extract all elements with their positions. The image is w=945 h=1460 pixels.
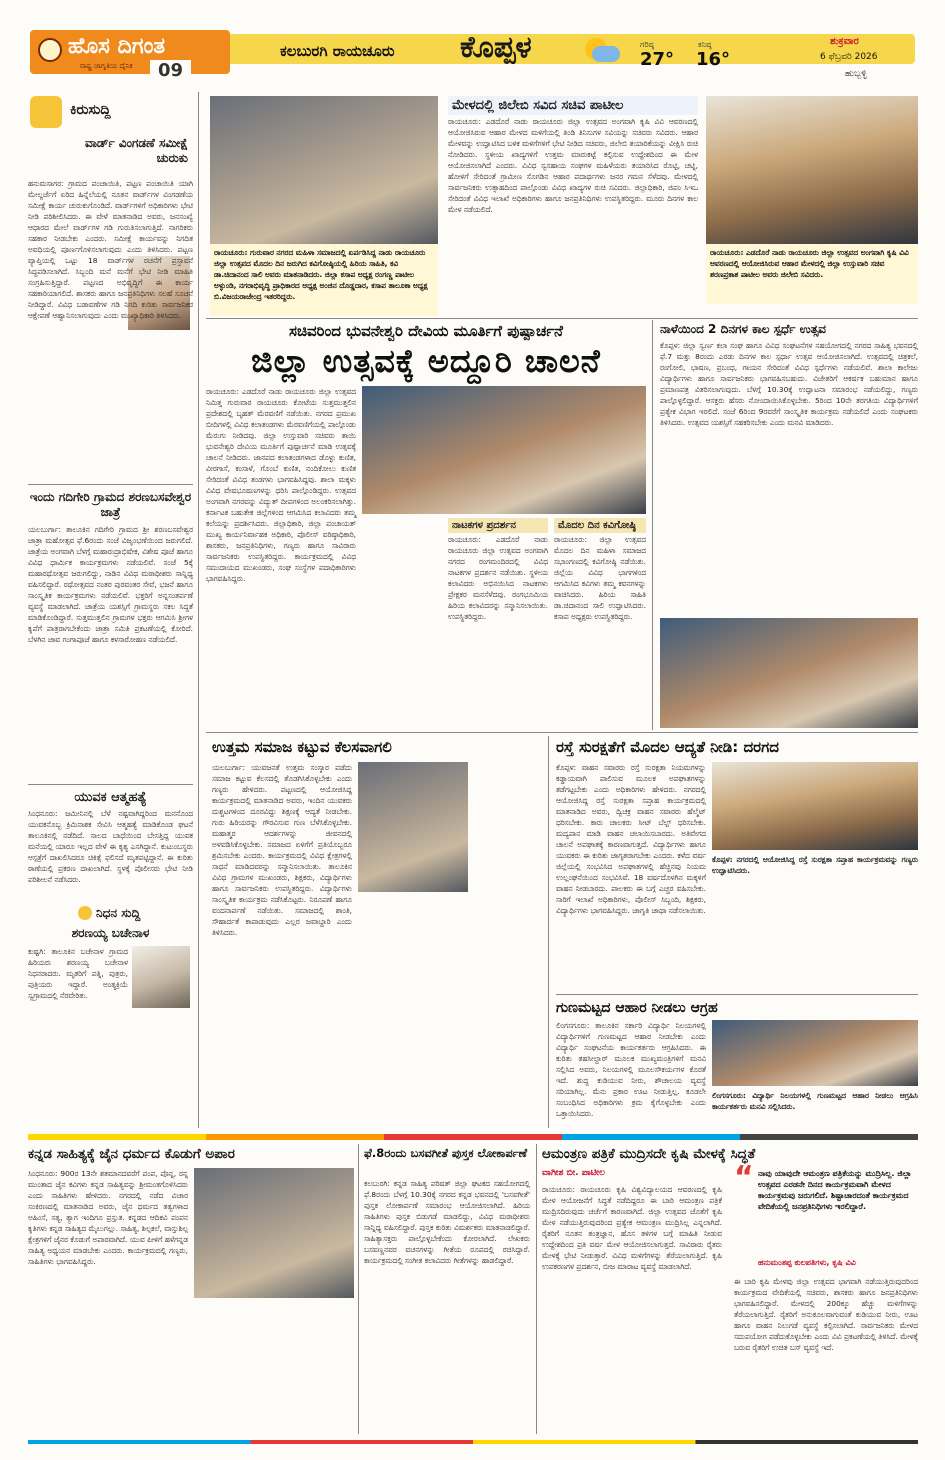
road-safety-caption: ಕೊಪ್ಪಳ: ನಗರದಲ್ಲಿ ಆಯೋಜಿಸಿದ್ದ ರಸ್ತೆ ಸುರಕ್ಷತಾ ಸಪ್ತಾಹ ಕಾರ್ಯಕ್ರಮವನ್ನು ಗಣ್ಯರು ಉದ್ಘಾಟಿಸಿದರು. <box>712 855 921 875</box>
issue-day: ಶುಕ್ರವಾರ <box>830 36 859 47</box>
logo-emblem-icon <box>38 38 62 62</box>
column-rule <box>358 1144 359 1434</box>
mid-left-body: ಯಲಬುರ್ಗಾ: ಯುವಜನತೆ ಉತ್ತಮ ಸಂಸ್ಕಾರ ಪಡೆದು ಸಮಾಜ ಕಟ್ಟುವ ಕೆಲಸದಲ್ಲಿ ತೊಡಗಿಸಿಕೊಳ್ಳಬೇಕು ಎಂದು ಗಣ್ಯರು ಹೇಳಿದರು. ಪಟ್ಟಣದಲ್ಲಿ ಆಯೋಜಿಸಿದ್ದ ಕಾರ್ಯಕ್ರಮದಲ್ಲಿ ಮಾತನಾಡಿದ ಅವರು, ಇಂದಿನ ಯುವಕರು ದುಶ್ಚಟಗಳಿಂದ ದೂರವಿದ್ದು ಶಿಕ್ಷಣಕ್ಕೆ ಆದ್ಯತೆ ನೀಡಬೇಕು. ಗುರು ಹಿರಿಯರನ್ನು ಗೌರವಿಸುವ ಗುಣ ಬೆಳೆಸಿಕೊಳ್ಳಬೇಕು. ಮಹಾತ್ಮರ ಆದರ್ಶಗಳನ್ನು ಜೀವನದಲ್ಲಿ ಅಳವಡಿಸಿಕೊಳ್ಳಬೇಕು. ಸಮಾಜದ ಏಳಿಗೆಗೆ ಪ್ರತಿಯೊಬ್ಬರೂ ಶ್ರಮಿಸಬೇಕು ಎಂದರು. ಕಾರ್ಯಕ್ರಮದಲ್ಲಿ ವಿವಿಧ ಕ್ಷೇತ್ರಗಳಲ್ಲಿ ಸಾಧನೆ ಮಾಡಿದವರನ್ನು ಸನ್ಮಾನಿಸಲಾಯಿತು. ತಾಲೂಕಿನ ವಿವಿಧ ಗ್ರಾಮಗಳ ಮುಖಂಡರು, ಶಿಕ್ಷಕರು, ವಿದ್ಯಾರ್ಥಿಗಳು ಹಾಗೂ ಸಾರ್ವಜನಿಕರು ಉಪಸ್ಥಿತರಿದ್ದರು. ವಿದ್ಯಾರ್ಥಿಗಳು ಸಾಂಸ್ಕೃತಿಕ ಕಾರ್ಯಕ್ರಮ ನಡೆಸಿಕೊಟ್ಟರು. ನಿರೂಪಣೆ ಹಾಗೂ ವಂದನಾರ್ಪಣೆ ನಡೆಯಿತು. ಸಮಾಜದಲ್ಲಿ ಶಾಂತಿ, ಸೌಹಾರ್ದತೆ ಕಾಪಾಡುವುದು ಎಲ್ಲರ ಜವಾಬ್ದಾರಿ ಎಂದು ತಿಳಿಸಿದರು. <box>212 763 355 937</box>
temp-min-label: ಕನಿಷ್ಠ <box>698 40 712 49</box>
paper-name: ಹೊಸ ದಿಗಂತ <box>68 34 166 59</box>
divider <box>206 732 918 733</box>
lead-headline: ಜಿಲ್ಲಾ ಉತ್ಸವಕ್ಕೆ ಅದ್ದೂರಿ ಚಾಲನೆ <box>251 342 601 380</box>
food-quality-photo <box>712 1020 918 1086</box>
sub1-body: ರಾಯಚೂರು: ಎಡದೊರೆ ನಾಡು ರಾಯಚೂರು ಜಿಲ್ಲಾ ಉತ್ಸವದ ಅಂಗವಾಗಿ ನಗರದ ರಂಗಮಂದಿರದಲ್ಲಿ ವಿವಿಧ ನಾಟಕಗಳ ಪ್ರದರ್ಶನ ನಡೆಯಿತು. ಸ್ಥಳೀಯ ಕಲಾವಿದರು ಅಭಿನಯಿಸಿದ ನಾಟಕಗಳು ಪ್ರೇಕ್ಷಕರ ಮನಸೆಳೆದವು. ರಂಗಭೂಮಿಯ ಹಿರಿಯ ಕಲಾವಿದರನ್ನು ಸನ್ಮಾನಿಸಲಾಯಿತು. ಉಪಸ್ಥಿತರಿದ್ದರು. <box>448 535 551 621</box>
photo-food-mela <box>706 96 918 244</box>
obit-name: ಶರಣಯ್ಯ ಬಚೇನಾಳ <box>71 926 150 940</box>
bottom-color-bar <box>28 1134 918 1140</box>
food-quality-headline: ಗುಣಮಟ್ಟದ ಆಹಾರ ನೀಡಲು ಆಗ್ರಹ <box>556 1000 718 1016</box>
divider <box>28 784 193 785</box>
quote-mark-icon: “ <box>734 1160 754 1195</box>
column-rule <box>548 736 549 1128</box>
hand-icon <box>30 96 62 128</box>
right-top-body: ಕೊಪ್ಪಳ: ಜಿಲ್ಲಾ ಸ್ವರ್ಣ ಕಲಾ ಸಂಘ ಹಾಗೂ ವಿವಿಧ ಸಂಘಟನೆಗಳ ಸಹಯೋಗದಲ್ಲಿ ನಗರದ ಸಾಹಿತ್ಯ ಭವನದಲ್ಲಿ ಫೆ.7 ಮತ್ತು 8ರಂದು ಎರಡು ದಿನಗಳ ಕಾಲ ಸ್ಪರ್ಧಾ ಉತ್ಸವ ಆಯೋಜಿಸಲಾಗಿದೆ. ಉತ್ಸವದಲ್ಲಿ ಚಿತ್ರಕಲೆ, ರಂಗೋಲಿ, ಭಾಷಣ, ಪ್ರಬಂಧ, ಗಾಯನ ಸೇರಿದಂತೆ ವಿವಿಧ ಸ್ಪರ್ಧೆಗಳು ನಡೆಯಲಿವೆ. ಶಾಲಾ ಕಾಲೇಜು ವಿದ್ಯಾರ್ಥಿಗಳು ಹಾಗೂ ಸಾರ್ವಜನಿಕರು ಭಾಗವಹಿಸಬಹುದು. ವಿಜೇತರಿಗೆ ಆಕರ್ಷಕ ಬಹುಮಾನ ಹಾಗೂ ಪ್ರಮಾಣಪತ್ರ ವಿತರಿಸಲಾಗುವುದು. ಬೆಳಗ್ಗೆ 10.30ಕ್ಕೆ ಉದ್ಘಾಟನಾ ಸಮಾರಂಭ ನಡೆಯಲಿದ್ದು, ಗಣ್ಯರು ಪಾಲ್ಗೊಳ್ಳಲಿದ್ದಾರೆ. ಆಸಕ್ತರು ಹೆಸರು ನೋಂದಾಯಿಸಿಕೊಳ್ಳಬೇಕು. 5ರಿಂದ 10ನೇ ತರಗತಿಯ ವಿದ್ಯಾರ್ಥಿಗಳಿಗೆ ಪ್ರತ್ಯೇಕ ವಿಭಾಗ ಇರಲಿದೆ. ಸಂಜೆ 6ರಿಂದ 9ರವರೆಗೆ ಸಾಂಸ್ಕೃತಿಕ ಕಾರ್ಯಕ್ರಮ ನಡೆಯಲಿದೆ ಎಂದು ಸಂಘಟಕರು ತಿಳಿಸಿದರು. ಉತ್ಸವದ ಯಶಸ್ಸಿಗೆ ಸಹಕರಿಸಬೇಕು ಎಂದು ಮನವಿ ಮಾಡಿದರು. <box>660 341 921 427</box>
kirusuddi-header <box>28 92 193 134</box>
road-safety-photo <box>712 762 918 850</box>
bottom-quote-source: ಹನುಮಂತಪ್ಪ ಕುಲಪತಿಗಳು, ಕೃಷಿ ವಿವಿ <box>758 1258 856 1267</box>
lamp-icon <box>78 906 92 920</box>
brief2-headline: ಇಂದು ಗದಿಗೇರಿ ಗ್ರಾಮದ ಶರಣಬಸವೇಶ್ವರ ಜಾತ್ರೆ <box>29 490 192 519</box>
issue-date: 6 ಫೆಬ್ರವರಿ 2026 <box>820 52 878 62</box>
masthead <box>0 0 945 86</box>
bottom-quote: ನಾವು ಯಾವುದೇ ಆಮಂತ್ರಣ ಪತ್ರಿಕೆಯನ್ನು ಮುದ್ರಿಸಿಲ್ಲ. ಜಿಲ್ಲಾ ಉತ್ಸವದ ಎರಡನೇ ದಿನದ ಕಾರ್ಯಕ್ರಮವಾಗಿ ಮೇಳದ ಕಾರ್ಯಕ್ರಮವು ಜರುಗಲಿದೆ. ಶಿಷ್ಟಾಚಾರದಂತೆ ಕಾರ್ಯಕ್ರಮದ ವೇದಿಕೆಯಲ್ಲಿ ಜನಪ್ರತಿನಿಧಿಗಳು ಇರಲಿದ್ದಾರೆ. <box>758 1169 912 1211</box>
brief2-body: ಯಲಬುರ್ಗಾ: ತಾಲೂಕಿನ ಗದಿಗೇರಿ ಗ್ರಾಮದ ಶ್ರೀ ಶರಣಬಸವೇಶ್ವರ ಜಾತ್ರಾ ಮಹೋತ್ಸವ ಫೆ.6ರಂದು ಸಂಜೆ ವಿಜೃಂಭಣೆಯಿಂದ ಜರುಗಲಿದೆ. ಜಾತ್ರೆಯ ಅಂಗವಾಗಿ ಬೆಳಗ್ಗೆ ಮಹಾರುದ್ರಾಭಿಷೇಕ, ವಿಶೇಷ ಪೂಜೆ ಹಾಗೂ ವಿವಿಧ ಧಾರ್ಮಿಕ ಕಾರ್ಯಕ್ರಮಗಳು ನಡೆಯಲಿವೆ. ಸಂಜೆ 5ಕ್ಕೆ ಮಹಾರಥೋತ್ಸವ ಜರುಗಲಿದ್ದು, ನಾಡಿನ ವಿವಿಧ ಮಠಾಧೀಶರು ಸಾನ್ನಿಧ್ಯ ವಹಿಸಲಿದ್ದಾರೆ. ರಥೋತ್ಸವದ ನಂತರ ಪುರವಂತರ ಸೇವೆ, ಭಜನೆ ಹಾಗೂ ಸಾಂಸ್ಕೃತಿಕ ಕಾರ್ಯಕ್ರಮಗಳು ನಡೆಯಲಿವೆ. ಭಕ್ತರಿಗೆ ಅನ್ನಸಂತರ್ಪಣೆ ವ್ಯವಸ್ಥೆ ಮಾಡಲಾಗಿದೆ. ಜಾತ್ರೆಯ ಯಶಸ್ಸಿಗೆ ಗ್ರಾಮಸ್ಥರು ಸಕಲ ಸಿದ್ಧತೆ ಮಾಡಿಕೊಂಡಿದ್ದಾರೆ. ಸುತ್ತಮುತ್ತಲಿನ ಗ್ರಾಮಗಳ ಭಕ್ತರು ಆಗಮಿಸಿ ಶ್ರೀಗಳ ಕೃಪೆಗೆ ಪಾತ್ರರಾಗಬೇಕೆಂದು ಜಾತ್ರಾ ಸಮಿತಿ ಪ್ರಕಟಣೆಯಲ್ಲಿ ಕೋರಿದೆ. ಬೆಳಗಿನ ಜಾವ ಗಂಗಾಪೂಜೆ ಹಾಗೂ ಕಳಸಾರೋಹಣ ನಡೆಯಲಿದೆ. <box>28 525 196 644</box>
lead-photo <box>362 386 646 514</box>
divider <box>556 994 918 995</box>
bottom-col4-body: ಈ ಬಾರಿ ಕೃಷಿ ಮೇಳವು ಜಿಲ್ಲಾ ಉತ್ಸವದ ಭಾಗವಾಗಿ ನಡೆಯುತ್ತಿರುವುದರಿಂದ ಕಾರ್ಯಕ್ರಮದ ವೇದಿಕೆಯಲ್ಲಿ ಸಚಿವರು, ಶಾಸಕರು ಹಾಗೂ ಜನಪ್ರತಿನಿಧಿಗಳು ಭಾಗವಹಿಸಲಿದ್ದಾರೆ. ಮೇಳದಲ್ಲಿ 200ಕ್ಕೂ ಹೆಚ್ಚು ಮಳಿಗೆಗಳನ್ನು ತೆರೆಯಲಾಗುತ್ತಿದೆ. ರೈತರಿಗೆ ಅನುಕೂಲವಾಗುವಂತೆ ಕುಡಿಯುವ ನೀರು, ಊಟ ಹಾಗೂ ವಾಹನ ನಿಲುಗಡೆ ವ್ಯವಸ್ಥೆ ಕಲ್ಪಿಸಲಾಗಿದೆ. ಸಾರ್ವಜನಿಕರು ಮೇಳದ ಸದುಪಯೋಗ ಪಡೆದುಕೊಳ್ಳಬೇಕು ಎಂದು ವಿವಿ ಪ್ರಕಟಣೆಯಲ್ಲಿ ತಿಳಿಸಿದೆ. ಮೇಳಕ್ಕೆ ಬರುವ ರೈತರಿಗೆ ಉಚಿತ ಬಸ್ ವ್ಯವಸ್ಥೆ ಇದೆ. <box>734 1277 921 1352</box>
footer-color-bar <box>28 1440 918 1444</box>
brief3-body: ಸಿಂಧನೂರು: ಜಮೀನಿನಲ್ಲಿ ಬೆಳೆ ನಷ್ಟವಾಗಿದ್ದರಿಂದ ಮನನೊಂದ ಯುವಕನೊಬ್ಬ ಕ್ರಿಮಿನಾಶಕ ಸೇವಿಸಿ ಆತ್ಮಹತ್ಯೆ ಮಾಡಿಕೊಂಡ ಘಟನೆ ತಾಲೂಕಿನಲ್ಲಿ ನಡೆದಿದೆ. ಸಾಲದ ಬಾಧೆಯಿಂದ ಬೇಸತ್ತಿದ್ದ ಯುವಕ ಮನೆಯಲ್ಲಿ ಯಾರೂ ಇಲ್ಲದ ವೇಳೆ ಈ ಕೃತ್ಯ ಎಸಗಿದ್ದಾನೆ. ಕುಟುಂಬಸ್ಥರು ಆಸ್ಪತ್ರೆಗೆ ದಾಖಲಿಸಿದರೂ ಚಿಕಿತ್ಸೆ ಫಲಿಸದೆ ಮೃತಪಟ್ಟಿದ್ದಾನೆ. ಈ ಕುರಿತು ಠಾಣೆಯಲ್ಲಿ ಪ್ರಕರಣ ದಾಖಲಾಗಿದೆ. ಸ್ಥಳಕ್ಕೆ ಪೊಲೀಸರು ಭೇಟಿ ನೀಡಿ ಪರಿಶೀಲನೆ ನಡೆಸಿದರು. <box>28 809 196 884</box>
page-number: 09 <box>150 60 191 81</box>
region-labels: ಕಲಬುರಗಿ ರಾಯಚೂರು <box>280 42 395 60</box>
obit-body: ಕುಷ್ಟಗಿ: ತಾಲೂಕಿನ ಬಚೇನಾಳ ಗ್ರಾಮದ ಹಿರಿಯರು ಶರಣಯ್ಯ ಬಚೇನಾಳ ನಿಧನರಾದರು. ಮೃತರಿಗೆ ಪತ್ನಿ, ಪುತ್ರರು, ಪುತ್ರಿಯರು ಇದ್ದಾರೆ. ಅಂತ್ಯಕ್ರಿಯೆ ಸ್ವಗ್ರಾಮದಲ್ಲಿ ನೆರವೇರಿತು. <box>28 947 131 1000</box>
story-jilebi-body: ರಾಯಚೂರು: ಎಡದೊರೆ ನಾಡು ರಾಯಚೂರು ಜಿಲ್ಲಾ ಉತ್ಸವದ ಅಂಗವಾಗಿ ಕೃಷಿ ವಿವಿ ಆವರಣದಲ್ಲಿ ಆಯೋಜಿಸಿರುವ ಆಹಾರ ಮೇಳದ ಮಳಿಗೆಯಲ್ಲಿ ತಿಂಡಿ ತಿನಿಸುಗಳ ಸವಿಯನ್ನು ಸಚಿವರು ಸವಿದರು. ಆಹಾರ ಮೇಳವನ್ನು ಉದ್ಘಾಟಿಸಿದ ಬಳಿಕ ಮಳಿಗೆಗಳಿಗೆ ಭೇಟಿ ನೀಡಿದ ಸಚಿವರು, ಜಿಲೇಬಿ ತಯಾರಿಕೆಯನ್ನು ವೀಕ್ಷಿಸಿ ರುಚಿ ನೋಡಿದರು. ಸ್ಥಳೀಯ ಖಾದ್ಯಗಳಿಗೆ ಉತ್ತಮ ಮಾರುಕಟ್ಟೆ ಕಲ್ಪಿಸುವ ಉದ್ದೇಶದಿಂದ ಈ ಮೇಳ ಆಯೋಜಿಸಲಾಗಿದೆ ಎಂದರು. ವಿವಿಧ ಸ್ವಸಹಾಯ ಸಂಘಗಳ ಮಹಿಳೆಯರು ತಯಾರಿಸಿದ ರೊಟ್ಟಿ, ಚಟ್ನಿ, ಹೋಳಿಗೆ ಸೇರಿದಂತೆ ಗ್ರಾಮೀಣ ಸೊಗಡಿನ ಆಹಾರ ಪದಾರ್ಥಗಳು ಜನರ ಗಮನ ಸೆಳೆದವು. ಮೇಳದಲ್ಲಿ ಸಾರ್ವಜನಿಕರು ಉತ್ಸಾಹದಿಂದ ಪಾಲ್ಗೊಂಡು ವಿವಿಧ ಖಾದ್ಯಗಳ ರುಚಿ ಸವಿದರು. ಜಿಲ್ಲಾಧಿಕಾರಿ, ಜಿಪಂ ಸಿಇಒ ಸೇರಿದಂತೆ ವಿವಿಧ ಇಲಾಖೆ ಅಧಿಕಾರಿಗಳು ಹಾಗೂ ಜನಪ್ರತಿನಿಧಿಗಳು ಉಪಸ್ಥಿತರಿದ್ದರು. ಮೂರು ದಿನಗಳ ಕಾಲ ಮೇಳ ನಡೆಯಲಿದೆ. <box>448 117 701 214</box>
road-safety-headline: ರಸ್ತೆ ಸುರಕ್ಷತೆಗೆ ಮೊದಲ ಆದ್ಯತೆ ನೀಡಿ: ದರಗದ <box>556 738 779 756</box>
lead-kicker: ಸಚಿವರಿಂದ ಭುವನೇಶ್ವರಿ ದೇವಿಯ ಮೂರ್ತಿಗೆ ಪುಷ್ಪಾರ್ಚನೆ <box>289 322 563 340</box>
road-safety-body: ಕೊಪ್ಪಳ: ವಾಹನ ಸವಾರರು ರಸ್ತೆ ಸುರಕ್ಷತಾ ನಿಯಮಗಳನ್ನು ಕಡ್ಡಾಯವಾಗಿ ಪಾಲಿಸುವ ಮೂಲಕ ಅಪಘಾತಗಳನ್ನು ತಡೆಗಟ್ಟಬೇಕು ಎಂದು ಅಧಿಕಾರಿಗಳು ಹೇಳಿದರು. ನಗರದಲ್ಲಿ ಆಯೋಜಿಸಿದ್ದ ರಸ್ತೆ ಸುರಕ್ಷತಾ ಸಪ್ತಾಹ ಕಾರ್ಯಕ್ರಮದಲ್ಲಿ ಮಾತನಾಡಿದ ಅವರು, ದ್ವಿಚಕ್ರ ವಾಹನ ಸವಾರರು ಹೆಲ್ಮೆಟ್ ಧರಿಸಬೇಕು. ಕಾರು ಚಾಲಕರು ಸೀಟ್ ಬೆಲ್ಟ್ ಧರಿಸಬೇಕು. ಮದ್ಯಪಾನ ಮಾಡಿ ವಾಹನ ಚಲಾಯಿಸಬಾರದು. ಅತಿವೇಗದ ಚಾಲನೆ ಅಪಘಾತಕ್ಕೆ ಕಾರಣವಾಗುತ್ತದೆ. ವಿದ್ಯಾರ್ಥಿಗಳು ಹಾಗೂ ಯುವಕರು ಈ ಕುರಿತು ಜಾಗೃತರಾಗಬೇಕು ಎಂದರು. ಕಳೆದ ವರ್ಷ ಜಿಲ್ಲೆಯಲ್ಲಿ ಸಂಭವಿಸಿದ ಅಪಘಾತಗಳಲ್ಲಿ ಹೆಚ್ಚಿನವು ನಿಯಮ ಉಲ್ಲಂಘನೆಯಿಂದ ಸಂಭವಿಸಿವೆ. 18 ವರ್ಷದೊಳಗಿನ ಮಕ್ಕಳಿಗೆ ವಾಹನ ನೀಡಬಾರದು. ಪಾಲಕರು ಈ ಬಗ್ಗೆ ಎಚ್ಚರ ವಹಿಸಬೇಕು. ಸಾರಿಗೆ ಇಲಾಖೆ ಅಧಿಕಾರಿಗಳು, ಪೊಲೀಸ್ ಸಿಬ್ಬಂದಿ, ಶಿಕ್ಷಕರು, ವಿದ್ಯಾರ್ಥಿಗಳು ಭಾಗವಹಿಸಿದ್ದರು. ಜಾಗೃತಿ ಜಾಥಾ ನಡೆಸಲಾಯಿತು. <box>556 763 709 915</box>
food-quality-caption: ಲಿಂಗಸಗೂರು: ವಿದ್ಯಾರ್ಥಿ ನಿಲಯಗಳಲ್ಲಿ ಗುಣಮಟ್ಟದ ಆಹಾರ ನೀಡಲು ಆಗ್ರಹಿಸಿ ಕಾರ್ಯಕರ್ತರು ಮನವಿ ಸಲ್ಲಿಸಿದರು. <box>712 1091 921 1111</box>
column-rule <box>198 92 199 1128</box>
paper-tagline: ರಾಷ್ಟ್ರ ಜಾಗೃತಿಯ ದೈನಿಕ <box>80 62 133 70</box>
photo-food-mela-caption: ರಾಯಚೂರು: ಎಡದೊರೆ ನಾಡು ರಾಯಚೂರು ಜಿಲ್ಲಾ ಉತ್ಸವದ ಅಂಗವಾಗಿ ಕೃಷಿ ವಿವಿ ಆವರಣದಲ್ಲಿ ಆಯೋಜಿಸಿರುವ ಆಹಾರ ಮೇಳದಲ್ಲಿ ಜಿಲ್ಲಾ ಉಸ್ತುವಾರಿ ಸಚಿವ ಶರಣಪ್ರಕಾಶ ಪಾಟೀಲ ಅವರು ಜಿಲೇಬಿ ಸವಿದರು. <box>706 244 918 304</box>
divider <box>206 318 918 319</box>
photo-kavigoshti <box>210 96 438 244</box>
sub2-title: ಮೊದಲ ದಿನ ಕವಿಗೋಷ್ಠಿ <box>554 518 646 533</box>
bottom-col1-headline: ಕನ್ನಡ ಸಾಹಿತ್ಯಕ್ಕೆ ಜೈನ ಧರ್ಮದ ಕೊಡುಗೆ ಅಪಾರ <box>28 1146 235 1162</box>
section-title: ಕಿರುಸುದ್ದಿ <box>70 102 111 118</box>
bottom-col3-byline: ವಾಗೀಶ ಬೀ. ಪಾಟೀಲ <box>542 1168 605 1178</box>
weather-cloud-icon <box>592 46 620 62</box>
bottom-col1-photo <box>194 1168 354 1298</box>
divider <box>28 484 193 485</box>
mid-left-headline: ಉತ್ತಮ ಸಮಾಜ ಕಟ್ಟುವ ಕೆಲಸವಾಗಲಿ <box>212 738 392 756</box>
food-quality-body: ಲಿಂಗಸಗೂರು: ತಾಲೂಕಿನ ಸರ್ಕಾರಿ ವಿದ್ಯಾರ್ಥಿ ನಿಲಯಗಳಲ್ಲಿ ವಿದ್ಯಾರ್ಥಿಗಳಿಗೆ ಗುಣಮಟ್ಟದ ಆಹಾರ ನೀಡಬೇಕು ಎಂದು ವಿದ್ಯಾರ್ಥಿ ಸಂಘಟನೆಯ ಕಾರ್ಯಕರ್ತರು ಆಗ್ರಹಿಸಿದರು. ಈ ಕುರಿತು ತಹಸೀಲ್ದಾರ್ ಮೂಲಕ ಮುಖ್ಯಮಂತ್ರಿಗಳಿಗೆ ಮನವಿ ಸಲ್ಲಿಸಿದ ಅವರು, ನಿಲಯಗಳಲ್ಲಿ ಮೂಲಸೌಕರ್ಯಗಳ ಕೊರತೆ ಇದೆ. ಶುದ್ಧ ಕುಡಿಯುವ ನೀರು, ಶೌಚಾಲಯ ವ್ಯವಸ್ಥೆ ಸರಿಯಾಗಿಲ್ಲ. ಮೆನು ಪ್ರಕಾರ ಊಟ ನೀಡುತ್ತಿಲ್ಲ. ಕೂಡಲೇ ಸಂಬಂಧಿಸಿದ ಅಧಿಕಾರಿಗಳು ಕ್ರಮ ಕೈಗೊಳ್ಳಬೇಕು ಎಂದು ಒತ್ತಾಯಿಸಿದರು. <box>556 1021 709 1118</box>
bottom-col2-body: ಕಲಬುರಗಿ: ಕನ್ನಡ ಸಾಹಿತ್ಯ ಪರಿಷತ್ ಜಿಲ್ಲಾ ಘಟಕದ ಸಹಯೋಗದಲ್ಲಿ ಫೆ.8ರಂದು ಬೆಳಗ್ಗೆ 10.30ಕ್ಕೆ ನಗರದ ಕನ್ನಡ ಭವನದಲ್ಲಿ 'ಬಸವಗೀತೆ' ಪುಸ್ತಕ ಲೋಕಾರ್ಪಣೆ ಸಮಾರಂಭ ಆಯೋಜಿಸಲಾಗಿದೆ. ಹಿರಿಯ ಸಾಹಿತಿಗಳು ಪುಸ್ತಕ ಬಿಡುಗಡೆ ಮಾಡಲಿದ್ದು, ವಿವಿಧ ಮಠಾಧೀಶರು ಸಾನ್ನಿಧ್ಯ ವಹಿಸಲಿದ್ದಾರೆ. ಪುಸ್ತಕ ಕುರಿತು ವಿಮರ್ಶಕರು ಮಾತನಾಡಲಿದ್ದಾರೆ. ಸಾಹಿತ್ಯಾಸಕ್ತರು ಪಾಲ್ಗೊಳ್ಳಬೇಕೆಂದು ಕೋರಲಾಗಿದೆ. ಲೇಖಕರು ಬಸವಣ್ಣನವರ ವಚನಗಳನ್ನು ಗೀತೆಯ ರೂಪದಲ್ಲಿ ರಚಿಸಿದ್ದಾರೆ. ಕಾರ್ಯಕ್ರಮದಲ್ಲಿ ಸಂಗೀತ ಕಲಾವಿದರು ಗೀತೆಗಳನ್ನು ಹಾಡಲಿದ್ದಾರೆ. <box>364 1179 533 1265</box>
brief1-body: ಹನುಮಸಾಗರ: ಗ್ರಾಮದ ಪಂಚಾಯಿತಿ, ಪಟ್ಟಣ ಪಂಚಾಯಿತಿ ಯಾಗಿ ಮೇಲ್ದರ್ಜೆಗೆ ಏರಿದ ಹಿನ್ನೆಲೆಯಲ್ಲಿ ನೂತನ ವಾರ್ಡ್‌ಗಳ ವಿಂಗಡಣೆಯ ಸಮೀಕ್ಷೆ ಕಾರ್ಯ ಚುರುಕುಗೊಂಡಿದೆ. ವಾರ್ಡ್‌ಗಳಿಗೆ ಅಧಿಕಾರಿಗಳು ಭೇಟಿ ನೀಡಿ ಪರಿಶೀಲಿಸಿದರು. ಈ ವೇಳೆ ಮಾತನಾಡಿದ ಅವರು, ಜನಸಂಖ್ಯೆ ಆಧಾರದ ಮೇಲೆ ವಾರ್ಡ್‌ಗಳ ಗಡಿ ಗುರುತಿಸಲಾಗುತ್ತಿದೆ. ನಾಗರಿಕರು ಸಹಕಾರ ನೀಡಬೇಕು ಎಂದರು. ಸಮೀಕ್ಷೆ ಕಾರ್ಯವನ್ನು ನಿಗದಿತ ಅವಧಿಯಲ್ಲಿ ಪೂರ್ಣಗೊಳಿಸಲಾಗುವುದು ಎಂದು ತಿಳಿಸಿದರು. ಪಟ್ಟಣ ವ್ಯಾಪ್ತಿಯಲ್ಲಿ ಒಟ್ಟು 18 ವಾರ್ಡ್‌ಗಳ ರಚನೆಗೆ ಪ್ರಸ್ತಾವನೆ ಸಿದ್ಧಪಡಿಸಲಾಗಿದೆ. ಸಿಬ್ಬಂದಿ ಮನೆ ಮನೆಗೆ ಭೇಟಿ ನೀಡಿ ಮಾಹಿತಿ ಸಂಗ್ರಹಿಸುತ್ತಿದ್ದಾರೆ. ಪಟ್ಟಣದ ಅಭಿವೃದ್ಧಿಗೆ ಈ ಕಾರ್ಯ ಸಹಕಾರಿಯಾಗಲಿದೆ. ಶಾಸಕರು ಹಾಗೂ ಜನಪ್ರತಿನಿಧಿಗಳು ಸಲಹೆ ಸೂಚನೆ ನೀಡಿದ್ದಾರೆ. ವಿವಿಧ ಬಡಾವಣೆಗಳ ಗಡಿ ನಿಗದಿ ಕುರಿತು ಸಾರ್ವಜನಿಕರ ಆಕ್ಷೇಪಣೆ ಆಹ್ವಾನಿಸಲಾಗುವುದು ಎಂದು ಮುಖ್ಯಾಧಿಕಾರಿ ತಿಳಿಸಿದರು. <box>28 179 196 320</box>
column-rule <box>536 1144 537 1434</box>
obit-photo <box>132 946 190 1008</box>
right-top-photo <box>660 618 918 728</box>
bottom-col2-headline: ಫೆ.8ರಂದು ಬಸವಗೀತೆ ಪುಸ್ತಕ ಲೋಕಾರ್ಪಣೆ <box>364 1146 528 1160</box>
sub2-body: ರಾಯಚೂರು: ಜಿಲ್ಲಾ ಉತ್ಸವದ ಮೊದಲ ದಿನ ಮಹಿಳಾ ಸಮಾಜದ ಸಭಾಂಗಣದಲ್ಲಿ ಕವಿಗೋಷ್ಠಿ ನಡೆಯಿತು. ಜಿಲ್ಲೆಯ ವಿವಿಧ ಭಾಗಗಳಿಂದ ಆಗಮಿಸಿದ ಕವಿಗಳು ತಮ್ಮ ಕವನಗಳನ್ನು ವಾಚಿಸಿದರು. ಹಿರಿಯ ಸಾಹಿತಿ ಡಾ.ಚಿದಾನಂದ ಸಾಲಿ ಉದ್ಘಾಟಿಸಿದರು. ಕಸಾಪ ಅಧ್ಯಕ್ಷರು ಉಪಸ್ಥಿತರಿದ್ದರು. <box>554 535 649 621</box>
sub1-title: ನಾಟಕಗಳ ಪ್ರದರ್ಶನ <box>448 518 548 533</box>
column-rule <box>652 320 653 730</box>
obit-section: ನಿಧನ ಸುದ್ದಿ <box>96 906 141 920</box>
temp-max-label: ಗರಿಷ್ಠ <box>640 40 654 49</box>
obit-header <box>78 904 193 924</box>
city-name: ಕೊಪ್ಪಳ <box>460 30 532 65</box>
mid-left-photo <box>358 762 468 892</box>
bottom-col3-headline: ಆಮಂತ್ರಣ ಪತ್ರಿಕೆ ಮುದ್ರಿಸದೇ ಕೃಷಿ ಮೇಳಕ್ಕೆ ಸಿದ್ಧತೆ <box>542 1146 756 1162</box>
temp-min: 16° <box>696 49 731 70</box>
temp-max: 27° <box>640 49 675 70</box>
brief3-headline: ಯುವಕ ಆತ್ಮಹತ್ಯೆ <box>74 790 147 805</box>
edition-name: ಹುಬ್ಬಳ್ಳಿ <box>845 69 867 79</box>
right-top-headline: ನಾಳೆಯಿಂದ 2 ದಿನಗಳ ಕಾಲ ಸ್ಪರ್ಧೆ ಉತ್ಸವ <box>660 322 827 336</box>
lead-body: ರಾಯಚೂರು: ಎಡದೊರೆ ನಾಡು ರಾಯಚೂರು ಜಿಲ್ಲಾ ಉತ್ಸವದ ನಿಮಿತ್ತ ಗುರುವಾರ ರಾಯಚೂರು ಕೋಟೆಯ ಸುತ್ತಮುತ್ತಲಿನ ಪ್ರದೇಶದಲ್ಲಿ ಬೃಹತ್ ಮೆರವಣಿಗೆ ನಡೆಯಿತು. ನಗರದ ಪ್ರಮುಖ ಬೀದಿಗಳಲ್ಲಿ ವಿವಿಧ ಕಲಾತಂಡಗಳು ಮೆರವಣಿಗೆಯಲ್ಲಿ ಪಾಲ್ಗೊಂಡು ಮೆರುಗು ನೀಡಿದವು. ಜಿಲ್ಲಾ ಉಸ್ತುವಾರಿ ಸಚಿವರು ತಾಯಿ ಭುವನೇಶ್ವರಿ ದೇವಿಯ ಮೂರ್ತಿಗೆ ಪುಷ್ಪಾರ್ಚನೆ ಮಾಡಿ ಉತ್ಸವಕ್ಕೆ ಚಾಲನೆ ನೀಡಿದರು. ಜಾನಪದ ಕಲಾತಂಡಗಳಾದ ಡೊಳ್ಳು ಕುಣಿತ, ವೀರಗಾಸೆ, ಕಂಸಾಳೆ, ಗೊಂಬೆ ಕುಣಿತ, ನಂದಿಕೋಲು ಕುಣಿತ ಸೇರಿದಂತೆ ವಿವಿಧ ತಂಡಗಳು ಭಾಗವಹಿಸಿದ್ದವು. ಶಾಲಾ ಮಕ್ಕಳು ವಿವಿಧ ವೇಷಭೂಷಣಗಳನ್ನು ಧರಿಸಿ ಪಾಲ್ಗೊಂಡಿದ್ದರು. ಉತ್ಸವದ ಅಂಗವಾಗಿ ನಗರವನ್ನು ವಿದ್ಯುತ್ ದೀಪಗಳಿಂದ ಅಲಂಕರಿಸಲಾಗಿತ್ತು. ಕರ್ನಾಟಕ ಬಹುತೇಕ ಜಿಲ್ಲೆಗಳಿಂದ ಆಗಮಿಸಿದ ಕಲಾವಿದರು ತಮ್ಮ ಕಲೆಯನ್ನು ಪ್ರದರ್ಶಿಸಿದರು. ಜಿಲ್ಲಾಧಿಕಾರಿ, ಜಿಲ್ಲಾ ಪಂಚಾಯತ್ ಮುಖ್ಯ ಕಾರ್ಯನಿರ್ವಾಹಕ ಅಧಿಕಾರಿ, ಪೊಲೀಸ್ ವರಿಷ್ಠಾಧಿಕಾರಿ, ಶಾಸಕರು, ಜನಪ್ರತಿನಿಧಿಗಳು, ಗಣ್ಯರು ಹಾಗೂ ಸಾವಿರಾರು ಸಾರ್ವಜನಿಕರು ಉಪಸ್ಥಿತರಿದ್ದರು. ಕಾರ್ಯಕ್ರಮದಲ್ಲಿ ವಿವಿಧ ಸಮುದಾಯದ ಮುಖಂಡರು, ಸಂಘ ಸಂಸ್ಥೆಗಳ ಪದಾಧಿಕಾರಿಗಳು ಭಾಗವಹಿಸಿದ್ದರು. <box>206 387 359 583</box>
story-jilebi-headline: ಮೇಳದಲ್ಲಿ ಜಿಲೇಬಿ ಸವಿದ ಸಚಿವ ಪಾಟೀಲ <box>448 96 698 115</box>
bottom-col3-body: ರಾಯಚೂರು: ರಾಯಚೂರು ಕೃಷಿ ವಿಶ್ವವಿದ್ಯಾಲಯದ ಆವರಣದಲ್ಲಿ ಕೃಷಿ ಮೇಳ ಆಯೋಜನೆಗೆ ಸಿದ್ಧತೆ ನಡೆದಿದ್ದರೂ ಈ ಬಾರಿ ಆಮಂತ್ರಣ ಪತ್ರಿಕೆ ಮುದ್ರಿಸದಿರುವುದು ಚರ್ಚೆಗೆ ಕಾರಣವಾಗಿದೆ. ಜಿಲ್ಲಾ ಉತ್ಸವದ ಜೊತೆಗೆ ಕೃಷಿ ಮೇಳ ನಡೆಯುತ್ತಿರುವುದರಿಂದ ಪ್ರತ್ಯೇಕ ಆಮಂತ್ರಣ ಮುದ್ರಿಸಿಲ್ಲ ಎನ್ನಲಾಗಿದೆ. ರೈತರಿಗೆ ನೂತನ ತಂತ್ರಜ್ಞಾನ, ಹೊಸ ತಳಿಗಳ ಬಗ್ಗೆ ಮಾಹಿತಿ ನೀಡುವ ಉದ್ದೇಶದಿಂದ ಪ್ರತಿ ವರ್ಷ ಮೇಳ ಆಯೋಜಿಸಲಾಗುತ್ತದೆ. ಸಾವಿರಾರು ರೈತರು ಮೇಳಕ್ಕೆ ಭೇಟಿ ನೀಡುತ್ತಾರೆ. ವಿವಿಧ ಮಳಿಗೆಗಳನ್ನು ತೆರೆಯಲಾಗುತ್ತಿದೆ. ಕೃಷಿ ಉಪಕರಣಗಳ ಪ್ರದರ್ಶನ, ಬೀಜ ಮಾರಾಟ ವ್ಯವಸ್ಥೆ ಮಾಡಲಾಗಿದೆ. <box>542 1185 725 1271</box>
photo-kavigoshti-caption: ರಾಯಚೂರು: ಗುರುವಾರ ನಗರದ ಮಹಿಳಾ ಸಮಾಜದಲ್ಲಿ ಏರ್ಪಡಿಸಿದ್ದ ನಾಡು ರಾಯಚೂರು ಜಿಲ್ಲಾ ಉತ್ಸವದ ಮೊದಲ ದಿನ ಜರುಗಿದ ಕವಿಗೋಷ್ಠಿಯಲ್ಲಿ ಹಿರಿಯ ಸಾಹಿತಿ, ಕವಿ ಡಾ.ಚಿದಾನಂದ ಸಾಲಿ ಅವರು ಮಾತನಾಡಿದರು. ಜಿಲ್ಲಾ ಕಸಾಪ ಅಧ್ಯಕ್ಷ ರಂಗಣ್ಣ ಪಾಟೀಲ ಅಳ್ಳುಂಡಿ, ನಗರಾಭಿವೃದ್ಧಿ ಪ್ರಾಧಿಕಾರದ ಅಧ್ಯಕ್ಷ ಅಂಜಿನ ದೊಡ್ಡದಾರ, ಕಸಾಪ ತಾಲೂಕಾ ಅಧ್ಯಕ್ಷ ಬಿ.ವಿಜಯರಾಜೇಂದ್ರ ಇತರರಿದ್ದರು. <box>210 244 438 316</box>
bottom-col1-body: ಸಿಂಧನೂರು: 900ರ 13ನೇ ಶತಮಾನದವರೆಗೆ ಪಂಪ, ಪೊನ್ನ, ರನ್ನ ಮುಂತಾದ ಜೈನ ಕವಿಗಳು ಕನ್ನಡ ಸಾಹಿತ್ಯವನ್ನು ಶ್ರೀಮಂತಗೊಳಿಸಿದರು ಎಂದು ಸಾಹಿತಿಗಳು ಹೇಳಿದರು. ನಗರದಲ್ಲಿ ನಡೆದ ವಿಚಾರ ಸಂಕಿರಣದಲ್ಲಿ ಮಾತನಾಡಿದ ಅವರು, ಜೈನ ಧರ್ಮದ ತತ್ವಗಳಾದ ಅಹಿಂಸೆ, ಸತ್ಯ, ತ್ಯಾಗ ಇಂದಿಗೂ ಪ್ರಸ್ತುತ. ಕನ್ನಡದ ಆದಿಕವಿ ಪಂಪನ ಕೃತಿಗಳು ಕನ್ನಡ ಸಾಹಿತ್ಯದ ಮೈಲುಗಲ್ಲು. ಸಾಹಿತ್ಯ, ಶಿಲ್ಪಕಲೆ, ವಾಸ್ತುಶಿಲ್ಪ ಕ್ಷೇತ್ರಗಳಿಗೆ ಜೈನರ ಕೊಡುಗೆ ಅಪಾರವಾಗಿದೆ. ಯುವ ಪೀಳಿಗೆ ಹಳೆಗನ್ನಡ ಸಾಹಿತ್ಯ ಅಧ್ಯಯನ ಮಾಡಬೇಕು ಎಂದರು. ಕಾರ್ಯಕ್ರಮದಲ್ಲಿ ಗಣ್ಯರು, ಸಾಹಿತಿಗಳು ಭಾಗವಹಿಸಿದ್ದರು. <box>28 1169 191 1266</box>
brief1-headline: ವಾರ್ಡ್ ವಿಂಗಡಣೆ ಸಮೀಕ್ಷೆ ಚುರುಕು <box>84 136 188 165</box>
